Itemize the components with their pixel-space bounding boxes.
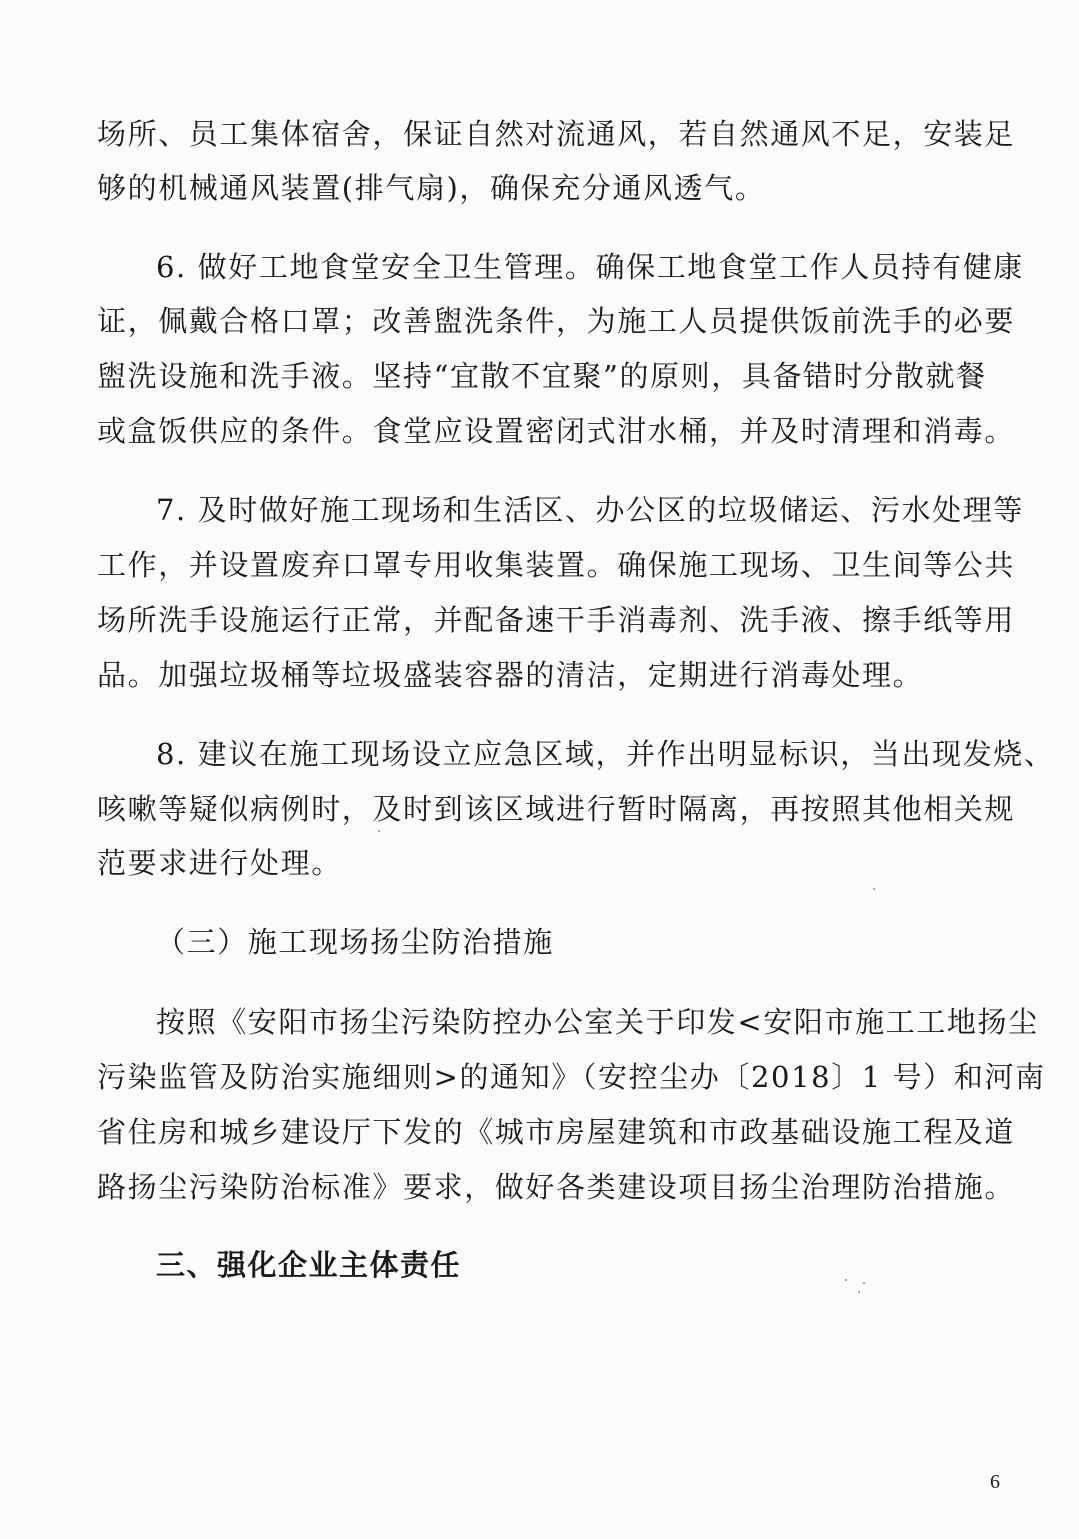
body-line: 7. 及时做好施工现场和生活区、办公区的垃圾储运、污水处理等 bbox=[156, 493, 1024, 527]
body-line: 证，佩戴合格口罩；改善盥洗条件，为施工人员提供饭前洗手的必要 bbox=[97, 304, 1016, 338]
body-line: 按照《安阳市扬尘污染防控办公室关于印发<安阳市施工工地扬尘 bbox=[156, 1005, 1039, 1039]
subsection-heading: （三）施工现场扬尘防治措施 bbox=[156, 925, 554, 959]
section-heading: 三、强化企业主体责任 bbox=[156, 1248, 462, 1282]
scan-speck bbox=[858, 1291, 860, 1293]
page-number: 6 bbox=[990, 1471, 1000, 1493]
body-line: 8. 建议在施工现场设立应急区域，并作出明显标识，当出现发烧、 bbox=[156, 737, 1055, 771]
body-line: 够的机械通风装置(排气扇)，确保充分通风透气。 bbox=[97, 171, 766, 205]
body-line: 咳嗽等疑似病例时，及时到该区域进行暂时隔离，再按照其他相关规 bbox=[97, 792, 1016, 826]
body-line: 或盒饭供应的条件。食堂应设置密闭式泔水桶，并及时清理和消毒。 bbox=[97, 414, 1016, 448]
scan-speck bbox=[873, 888, 875, 890]
body-line: 路扬尘污染防治标准》要求，做好各类建设项目扬尘治理防治措施。 bbox=[97, 1170, 1016, 1204]
body-line: 省住房和城乡建设厅下发的《城市房屋建筑和市政基础设施工程及道 bbox=[97, 1115, 1016, 1149]
body-line: 场所、员工集体宿舍，保证自然对流通风，若自然通风不足，安装足 bbox=[97, 117, 1016, 151]
body-line: 盥洗设施和洗手液。坚持“宜散不宜聚”的原则，具备错时分散就餐 bbox=[97, 359, 987, 393]
body-line: 污染监管及防治实施细则>的通知》（安控尘办〔2018〕1 号）和河南 bbox=[97, 1060, 1046, 1094]
body-line: 品。加强垃圾桶等垃圾盛装容器的清洁，定期进行消毒处理。 bbox=[97, 658, 924, 692]
body-line: 6. 做好工地食堂安全卫生管理。确保工地食堂工作人员持有健康 bbox=[156, 250, 1024, 284]
body-line: 场所洗手设施运行正常，并配备速干手消毒剂、洗手液、擦手纸等用 bbox=[97, 603, 1016, 637]
body-line: 工作，并设置废弃口罩专用收集装置。确保施工现场、卫生间等公共 bbox=[97, 548, 1016, 582]
body-line: 范要求进行处理。 bbox=[97, 846, 342, 880]
scan-speck bbox=[863, 1282, 865, 1284]
scan-speck bbox=[845, 1279, 847, 1281]
scan-speck bbox=[378, 830, 380, 832]
